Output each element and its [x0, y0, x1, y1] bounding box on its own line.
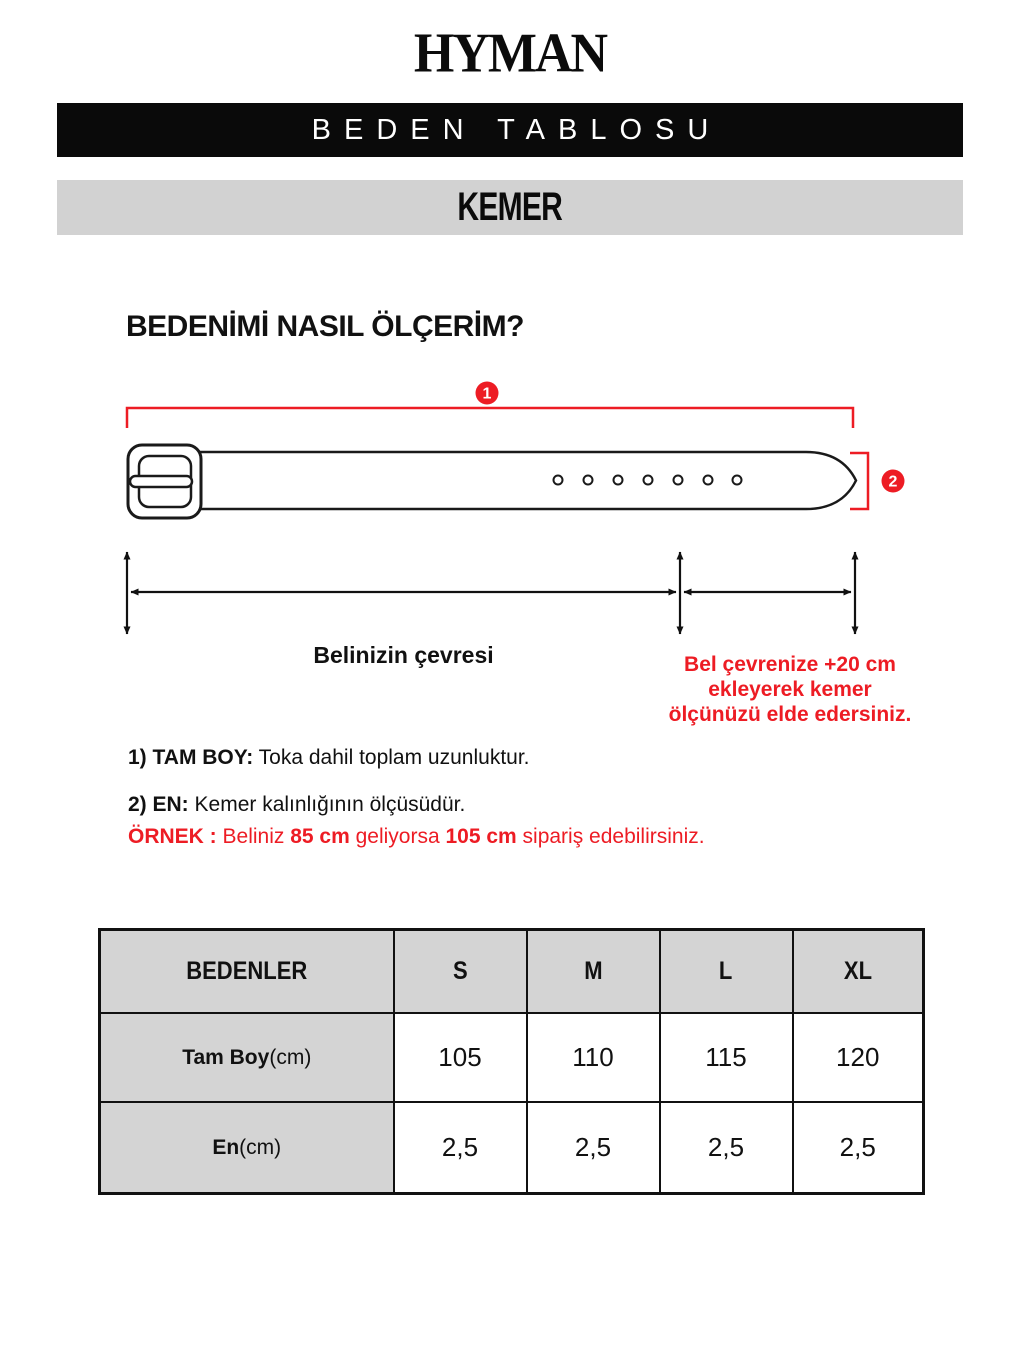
table-row-tam-boy — [100, 1013, 924, 1102]
category-banner — [57, 180, 963, 235]
header-size-l: L — [660, 930, 793, 1014]
note-en-text: Kemer kalınlığının ölçüsüdür. — [188, 793, 466, 816]
en-xl: 2,5 — [793, 1102, 924, 1194]
note-example-text: Beliniz — [216, 825, 291, 848]
note-tam-boy — [128, 746, 530, 770]
note-example-text: sipariş edebilirsiniz. — [516, 825, 705, 848]
belt-size-note — [642, 652, 938, 727]
howto-heading: BEDENİMİ NASIL ÖLÇERİM? — [126, 310, 524, 343]
note-example-label: ÖRNEK : — [128, 825, 217, 848]
measure-2-label: 2 — [888, 473, 898, 491]
category-banner-label: KEMER — [457, 185, 563, 229]
tam-boy-m: 110 — [527, 1013, 660, 1102]
belt-size-note-line: ölçünüzü elde edersiniz. — [668, 703, 912, 726]
tam-boy-s: 105 — [394, 1013, 527, 1102]
measure-1-label: 1 — [482, 385, 492, 403]
measure-1-badge — [476, 382, 499, 405]
en-l: 2,5 — [660, 1102, 793, 1194]
belt-buckle — [128, 445, 201, 518]
tam-boy-l: 115 — [660, 1013, 793, 1102]
en-m: 2,5 — [527, 1102, 660, 1194]
size-table — [98, 928, 925, 1195]
header-size-xl: XL — [793, 930, 924, 1014]
header-size-s: S — [394, 930, 527, 1014]
belt-size-note-line: Bel çevrenize +20 cm — [684, 653, 896, 676]
header-size-m: M — [527, 930, 660, 1014]
measure-2-badge — [882, 470, 905, 493]
row-label-tam-boy: Tam Boy(cm) — [100, 1013, 394, 1102]
note-example-order-value: 105 cm — [445, 825, 517, 848]
table-row-en — [100, 1102, 924, 1194]
header-bedenler: BEDENLER — [100, 930, 394, 1014]
size-table-banner-label: BEDEN TABLOSU — [311, 113, 722, 146]
tam-boy-xl: 120 — [793, 1013, 924, 1102]
note-tam-boy-term: 1) TAM BOY: — [128, 746, 254, 769]
belt-measurement-diagram — [0, 380, 1020, 642]
note-example-waist-value: 85 cm — [290, 825, 350, 848]
belt-strap — [180, 452, 856, 509]
size-table-header-row — [100, 930, 924, 1014]
measurement-arrows — [127, 552, 855, 634]
note-en — [128, 793, 465, 817]
waist-circumference-label: Belinizin çevresi — [313, 642, 494, 668]
brand-logo: HYMAN — [413, 23, 607, 85]
row-label-en: En(cm) — [100, 1102, 394, 1194]
en-s: 2,5 — [394, 1102, 527, 1194]
note-example-text: geliyorsa — [349, 825, 446, 848]
size-table-banner — [57, 103, 963, 157]
note-example — [128, 825, 705, 849]
note-tam-boy-text: Toka dahil toplam uzunluktur. — [253, 746, 530, 769]
length-bracket — [127, 408, 853, 428]
belt-size-note-line: ekleyerek kemer — [708, 678, 872, 701]
note-en-term: 2) EN: — [128, 793, 189, 816]
